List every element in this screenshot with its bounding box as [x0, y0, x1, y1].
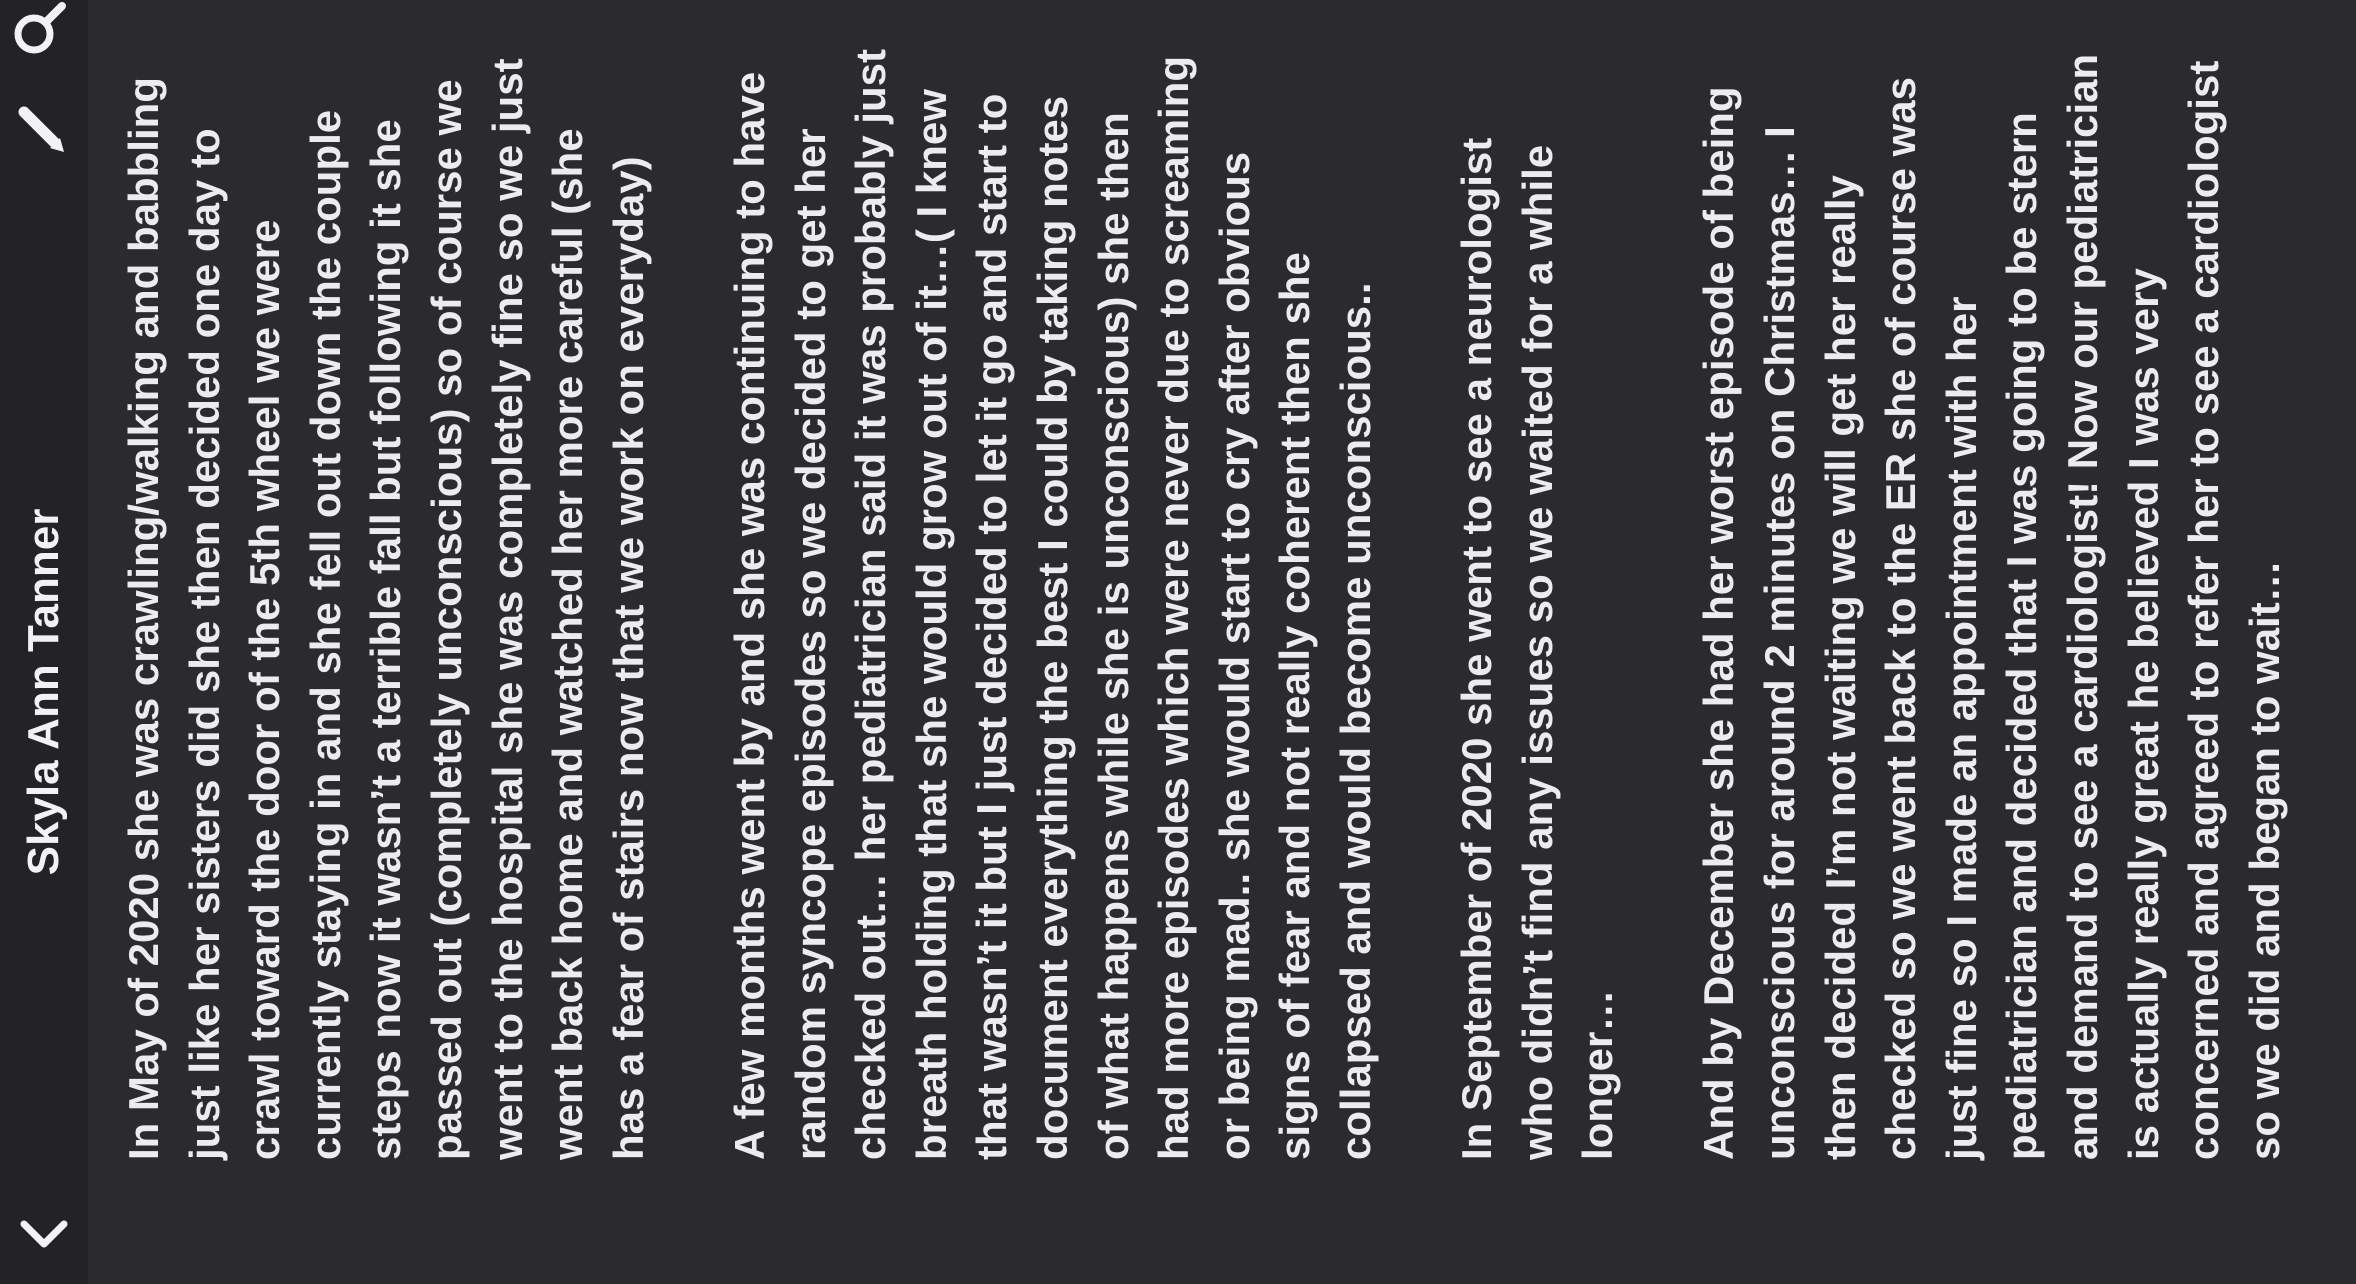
note-line: currently staying in and she fell out down the couple: [301, 109, 349, 1160]
chevron-left-icon: [10, 1214, 78, 1254]
edit-button[interactable]: [0, 84, 88, 164]
back-button[interactable]: [0, 1164, 88, 1284]
note-line: or being mad.. she would start to cry after obvious: [1210, 151, 1258, 1160]
note-line: signs of fear and not really coherent then she: [1271, 252, 1319, 1160]
note-line: longer…: [1574, 989, 1622, 1160]
note-line: went back home and watched her more careful (she: [544, 128, 592, 1160]
note-line: who didn’t find any issues so we waited for a while: [1513, 144, 1561, 1160]
note-line: so we did and began to wait…: [2240, 560, 2288, 1160]
note-line: just like her sisters did she then decided one day to: [180, 128, 228, 1160]
note-paragraph: [1447, 20, 1629, 1160]
note-line: A few months went by and she was continuing to have: [725, 71, 773, 1160]
note-paragraph: [1689, 20, 2295, 1160]
note-line: unconscious for around 2 minutes on Christmas… I: [1756, 126, 1804, 1160]
note-line: checked so we went back to the ER she of course was: [1877, 76, 1925, 1160]
note-line: of what happens while she is unconscious) she then: [1089, 112, 1137, 1160]
note-line: is actually really great he believed I was very: [2119, 268, 2167, 1160]
note-line: then decided I’m not waiting we will get her really: [1816, 175, 1864, 1160]
note-line: passed out (completely unconscious) so of course we: [422, 79, 470, 1160]
search-icon: [8, 0, 68, 60]
page-title: Skyla Ann Tanner: [19, 508, 68, 876]
note-line: collapsed and would become unconscious..: [1331, 282, 1379, 1160]
note-line: had more episodes which were never due to screaming: [1150, 55, 1198, 1160]
note-paragraph: [114, 20, 659, 1160]
note-line: document everything the best I could by taking notes: [1028, 95, 1076, 1160]
note-line: and demand to see a cardiologist! Now our pediatrician: [2059, 53, 2106, 1160]
note-line: just fine so I made an appointment with her: [1937, 296, 1985, 1160]
note-line: In May of 2020 she was crawling/walking and babbling: [120, 77, 167, 1160]
note-line: went to the hospital she was completely fine so we just: [483, 58, 531, 1160]
note-line: And by December she had her worst episode of being: [1695, 86, 1743, 1160]
note-line: pediatrician and decided that I was going to be stern: [1998, 112, 2046, 1160]
pencil-icon: [6, 94, 70, 158]
note-line: has a fear of stairs now that we work on everyday): [604, 156, 652, 1160]
note-line: checked out… her pediatrician said it was probably just: [847, 49, 895, 1160]
navigation-bar: [0, 0, 88, 1284]
note-line: breath holding that she would grow out of it…( I knew: [907, 89, 955, 1160]
note-body[interactable]: [114, 20, 2356, 1160]
note-paragraph: [720, 20, 1387, 1160]
note-line: steps now it wasn’t a terrible fall but following it she: [362, 119, 410, 1160]
note-line: crawl toward the door of the 5th wheel we were: [241, 219, 289, 1160]
note-line: In September of 2020 she went to see a neurologist: [1453, 137, 1501, 1160]
note-line: concerned and agreed to refer her to see a cardiologist: [2180, 60, 2228, 1160]
note-line: that wasn’t it but I just decided to let it go and start to: [968, 93, 1016, 1160]
search-button[interactable]: [0, 0, 88, 64]
note-line: random syncope episodes so we decided to get her: [786, 128, 834, 1160]
